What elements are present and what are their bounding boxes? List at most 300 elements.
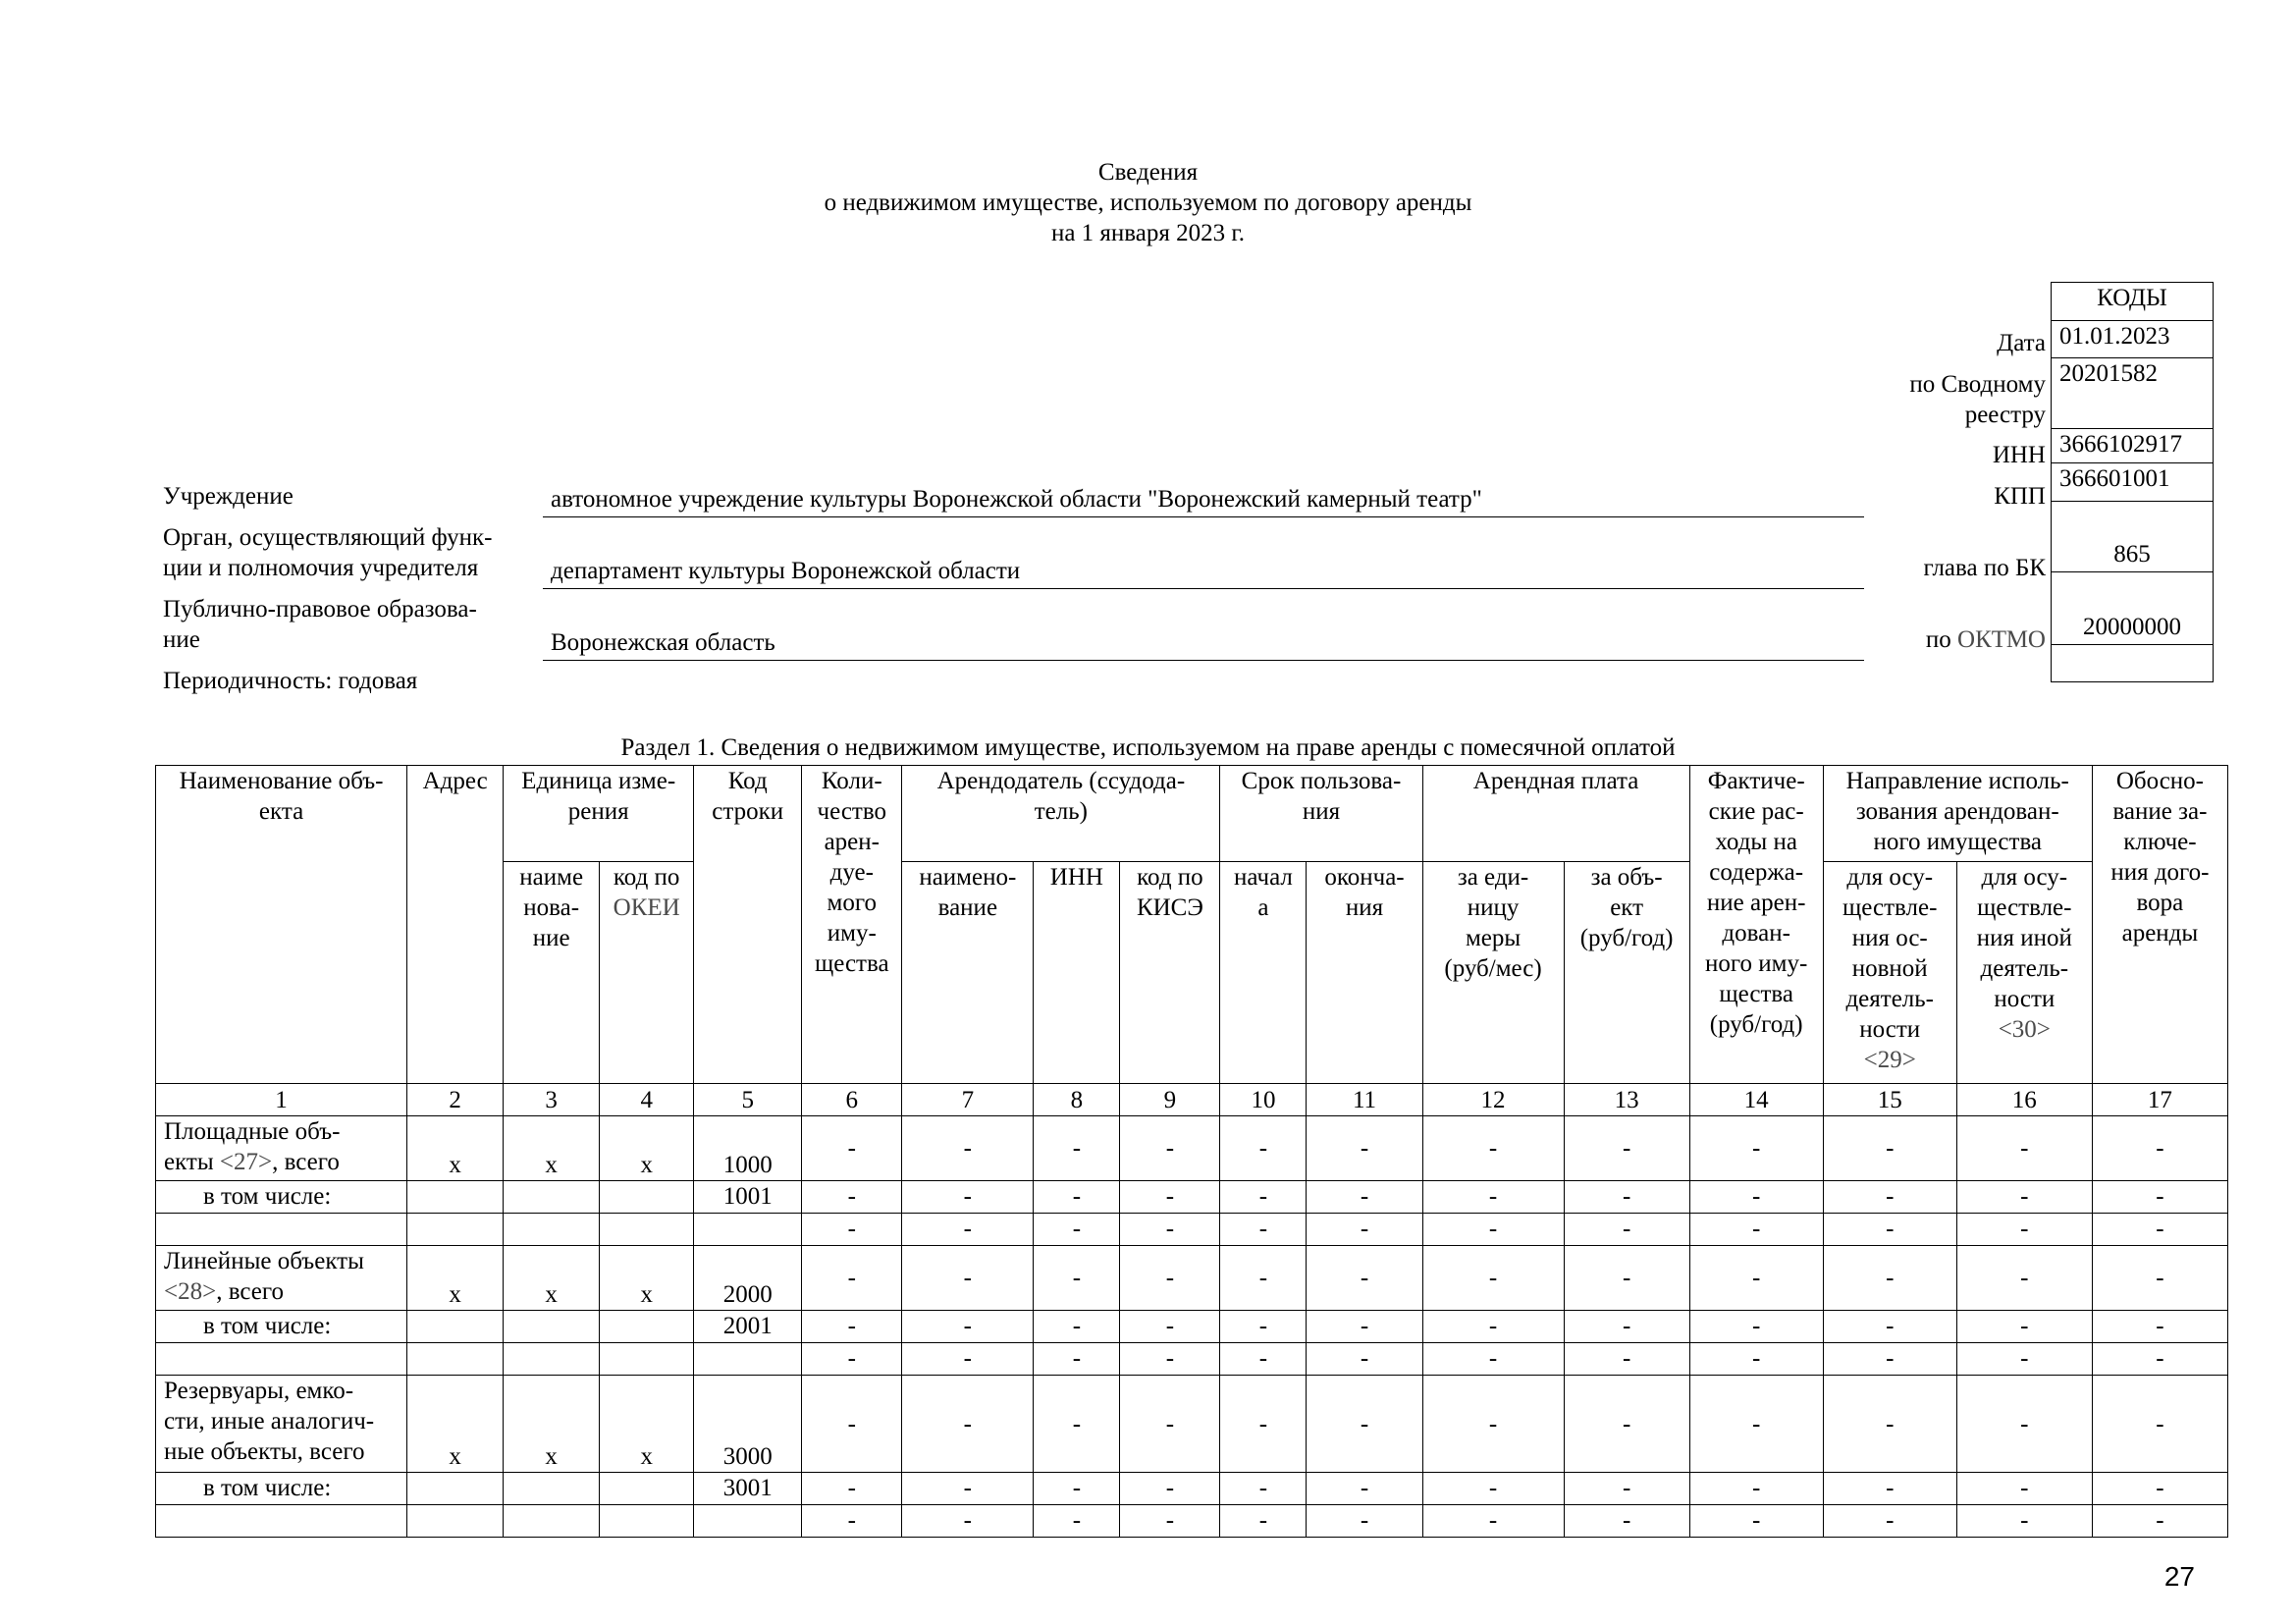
column-number: 3: [504, 1084, 600, 1116]
codes-table: [2051, 282, 2214, 682]
cell-dash: -: [902, 1311, 1034, 1343]
row-name-part: , всего: [216, 1278, 284, 1305]
cell-dash: -: [1823, 1343, 1956, 1376]
subheader-line: нова-: [523, 894, 580, 921]
institution-field: [543, 481, 1864, 517]
cell-empty: [407, 1473, 504, 1505]
cell-empty: [504, 1181, 600, 1214]
founder-label-1: Орган, осуществляющий функ-: [163, 524, 493, 551]
cell-dash: -: [1220, 1246, 1307, 1311]
founder-value: департамент культуры Воронежской области: [551, 558, 1021, 584]
cell-dash: -: [1823, 1473, 1956, 1505]
subheader-line: вание: [937, 894, 998, 921]
subheader-line: (руб/мес): [1444, 955, 1542, 982]
cell-empty: [504, 1214, 600, 1246]
col-basis-header: [2092, 766, 2227, 1084]
row-name: [156, 1246, 407, 1311]
title-line-1: Сведения: [1097, 159, 1199, 186]
cell-empty: [600, 1214, 694, 1246]
subheader-line: ект: [1610, 894, 1644, 921]
cell-dash: -: [802, 1505, 902, 1538]
date-label: Дата: [1997, 330, 2046, 356]
cell-dash: -: [1034, 1376, 1120, 1473]
row-name-line: Линейные объекты: [164, 1248, 364, 1274]
col-quantity-line: арен-: [824, 829, 880, 855]
cell-dash: -: [1034, 1505, 1120, 1538]
cell-dash: -: [2092, 1473, 2227, 1505]
cell-dash: -: [1689, 1376, 1823, 1473]
founder-label-2: ции и полномочия учредителя: [163, 555, 479, 581]
cell-dash: -: [1220, 1181, 1307, 1214]
column-number: 6: [802, 1084, 902, 1116]
subheader-line: новной: [1851, 955, 1928, 982]
kpp-label: КПП: [1994, 483, 2046, 510]
row-name: в том числе:: [156, 1181, 407, 1214]
cell-dash: -: [1422, 1343, 1564, 1376]
row-name-line: ные объекты, всего: [164, 1438, 365, 1465]
cell-dash: -: [1956, 1505, 2092, 1538]
cell-dash: -: [1120, 1214, 1220, 1246]
cell-dash: -: [1823, 1214, 1956, 1246]
subheader-line: код по: [1137, 864, 1203, 891]
cell-code: 1001: [694, 1181, 802, 1214]
cell-empty: [156, 1343, 407, 1376]
page-number: 27: [2163, 1561, 2195, 1592]
cell-dash: -: [2092, 1311, 2227, 1343]
col-expenses-line: Фактиче-: [1707, 768, 1805, 794]
col-basis-line: аренды: [2121, 920, 2199, 947]
cell-empty: [600, 1473, 694, 1505]
column-number: 11: [1307, 1084, 1422, 1116]
cell-dash: -: [1956, 1181, 2092, 1214]
cell-dash: -: [1220, 1343, 1307, 1376]
cell-dash: -: [2092, 1181, 2227, 1214]
col-quantity-line: щества: [814, 950, 889, 977]
col-expenses-line: ние арен-: [1706, 890, 1806, 916]
cell-dash: -: [1120, 1505, 1220, 1538]
registry-label-1: по Сводному: [1909, 371, 2046, 398]
col-expenses-header: [1689, 766, 1823, 1084]
cell-dash: -: [1220, 1116, 1307, 1181]
header-row-1: [156, 766, 2228, 862]
cell-dash: -: [1307, 1311, 1422, 1343]
cell-dash: -: [802, 1311, 902, 1343]
col-rent-unit-header: [1422, 862, 1564, 1084]
subheader-line: ние: [532, 925, 570, 951]
cell-dash: -: [1120, 1116, 1220, 1181]
cell-dash: -: [1564, 1246, 1689, 1311]
cell-dash: -: [1689, 1505, 1823, 1538]
cell-dash: -: [1034, 1214, 1120, 1246]
subheader-line: <29>: [1863, 1047, 1916, 1073]
cell-dash: -: [1564, 1116, 1689, 1181]
cell-empty: [694, 1214, 802, 1246]
row-name-ref: <27>: [219, 1149, 273, 1175]
table-row: [156, 1343, 2228, 1376]
institution-label: Учреждение: [163, 483, 294, 510]
cell-dash: -: [1422, 1214, 1564, 1246]
row-name-line: Площадные объ-: [164, 1118, 341, 1145]
cell-empty: [407, 1214, 504, 1246]
cell-dash: -: [1034, 1311, 1120, 1343]
cell-dash: -: [2092, 1246, 2227, 1311]
col-other-activity-header: [1956, 862, 2092, 1084]
cell-dash: -: [1689, 1181, 1823, 1214]
col-expenses-line: дован-: [1722, 920, 1790, 947]
kpp-value: 366601001: [2052, 463, 2214, 502]
column-number: 5: [694, 1084, 802, 1116]
cell-dash: -: [802, 1181, 902, 1214]
cell-dash: -: [1564, 1376, 1689, 1473]
cell-dash: -: [1689, 1116, 1823, 1181]
empty-code-cell: [2052, 645, 2214, 682]
section-title: Раздел 1. Сведения о недвижимом имуществе, используемом на праве аренды с помесячной оплатой: [620, 734, 1676, 761]
subheader-line: за объ-: [1590, 864, 1663, 891]
column-number: 15: [1823, 1084, 1956, 1116]
cell-dash: -: [1220, 1376, 1307, 1473]
cell-empty: [504, 1343, 600, 1376]
col-basis-line: вора: [2136, 890, 2184, 916]
cell-x: х: [407, 1376, 504, 1473]
founder-field: [543, 553, 1864, 589]
cell-dash: -: [1956, 1343, 2092, 1376]
subheader-line: а: [1257, 894, 1269, 921]
cell-empty: [600, 1343, 694, 1376]
table-row: [156, 1311, 2228, 1343]
inn-value: 3666102917: [2052, 429, 2214, 463]
cell-x: х: [407, 1116, 504, 1181]
registry-label-2: реестру: [1964, 402, 2046, 428]
col-start-header: [1220, 862, 1307, 1084]
cell-code: 3000: [694, 1376, 802, 1473]
cell-dash: -: [2092, 1343, 2227, 1376]
col-unit-name-header: [504, 862, 600, 1084]
cell-dash: -: [1956, 1376, 2092, 1473]
col-term-line: Срок пользова-: [1241, 768, 1402, 794]
cell-code: 2000: [694, 1246, 802, 1311]
column-number: 13: [1564, 1084, 1689, 1116]
cell-dash: -: [1307, 1116, 1422, 1181]
main-table: [155, 765, 2228, 1538]
subheader-line: ности: [1859, 1016, 1921, 1043]
cell-empty: [504, 1311, 600, 1343]
bk-label: глава по БК: [1923, 555, 2046, 581]
subheader-line: (руб/год): [1579, 925, 1674, 951]
col-end-header: [1307, 862, 1422, 1084]
cell-x: х: [504, 1246, 600, 1311]
cell-dash: -: [1120, 1376, 1220, 1473]
cell-dash: -: [1422, 1311, 1564, 1343]
cell-dash: -: [1956, 1116, 2092, 1181]
cell-dash: -: [1689, 1311, 1823, 1343]
col-okei-header: [600, 862, 694, 1084]
cell-dash: -: [1120, 1181, 1220, 1214]
col-expenses-line: ходы на: [1715, 829, 1797, 855]
cell-dash: -: [902, 1376, 1034, 1473]
col-expenses-line: щества: [1719, 981, 1793, 1007]
col-lessor-line: тель): [1034, 798, 1088, 825]
col-basis-line: Обосно-: [2115, 768, 2205, 794]
cell-dash: -: [1120, 1473, 1220, 1505]
col-usage-line: Направление исполь-: [1845, 768, 2069, 794]
subheader-line: <30>: [1998, 1016, 2051, 1043]
cell-dash: -: [802, 1343, 902, 1376]
cell-dash: -: [1307, 1376, 1422, 1473]
cell-dash: -: [902, 1116, 1034, 1181]
table-row: [156, 1116, 2228, 1181]
cell-dash: -: [1034, 1181, 1120, 1214]
cell-dash: -: [1120, 1311, 1220, 1343]
cell-code: 2001: [694, 1311, 802, 1343]
oktmo-value: 20000000: [2052, 572, 2214, 645]
periodicity-label: Периодичность: годовая: [163, 668, 418, 694]
table-row: [156, 1473, 2228, 1505]
row-name-line: сти, иные аналогич-: [164, 1408, 375, 1435]
col-name-header-line: екта: [258, 798, 304, 825]
subheader-line: наимено-: [919, 864, 1017, 891]
date-value: 01.01.2023: [2052, 321, 2214, 358]
cell-dash: -: [1564, 1214, 1689, 1246]
cell-dash: -: [1564, 1505, 1689, 1538]
oktmo-label: [1926, 624, 2046, 655]
cell-empty: [407, 1505, 504, 1538]
column-number: 7: [902, 1084, 1034, 1116]
cell-empty: [504, 1505, 600, 1538]
cell-dash: -: [1034, 1116, 1120, 1181]
row-name: [156, 1376, 407, 1473]
cell-dash: -: [1422, 1181, 1564, 1214]
col-usage-line: зования арендован-: [1855, 798, 2059, 825]
subheader-line: ния ос-: [1851, 925, 1928, 951]
col-name-header: [156, 766, 407, 1084]
subheader-line: за еди-: [1457, 864, 1529, 891]
cell-dash: -: [802, 1116, 902, 1181]
cell-dash: -: [1422, 1473, 1564, 1505]
subheader-line: ности: [1994, 986, 2056, 1012]
cell-dash: -: [1956, 1246, 2092, 1311]
cell-dash: -: [1956, 1311, 2092, 1343]
col-quantity-line: мого: [827, 890, 877, 916]
cell-dash: -: [2092, 1116, 2227, 1181]
public-label-1: Публично-правовое образова-: [163, 596, 477, 623]
cell-empty: [407, 1343, 504, 1376]
cell-dash: -: [902, 1214, 1034, 1246]
cell-dash: -: [1689, 1343, 1823, 1376]
cell-dash: -: [1422, 1246, 1564, 1311]
cell-empty: [694, 1505, 802, 1538]
col-quantity-line: Коли-: [821, 768, 882, 794]
column-number: 14: [1689, 1084, 1823, 1116]
col-rent-header: Арендная плата: [1422, 766, 1689, 862]
cell-empty: [694, 1343, 802, 1376]
cell-dash: -: [902, 1246, 1034, 1311]
public-label-2: ние: [163, 626, 200, 653]
cell-dash: -: [1689, 1214, 1823, 1246]
col-quantity-line: чество: [817, 798, 886, 825]
cell-dash: -: [1220, 1311, 1307, 1343]
cell-dash: -: [1823, 1376, 1956, 1473]
row-name-ref: <28>: [164, 1278, 217, 1305]
subheader-line: ОКЕИ: [613, 894, 680, 921]
col-quantity-line: иму-: [827, 920, 877, 947]
table-row: [156, 1246, 2228, 1311]
column-number: 9: [1120, 1084, 1220, 1116]
cell-code: 3001: [694, 1473, 802, 1505]
subheader-line: начал: [1234, 864, 1293, 891]
col-expenses-line: ного иму-: [1705, 950, 1808, 977]
public-field: [543, 624, 1864, 661]
column-number: 16: [1956, 1084, 2092, 1116]
cell-dash: -: [1823, 1505, 1956, 1538]
oktmo-label-code: ОКТМО: [1957, 626, 2046, 653]
col-term-line: ния: [1302, 798, 1341, 825]
cell-empty: [600, 1181, 694, 1214]
table-row: [156, 1214, 2228, 1246]
public-value: Воронежская область: [551, 629, 775, 656]
row-name-part: екты: [164, 1149, 220, 1175]
cell-code: 1000: [694, 1116, 802, 1181]
codes-header: КОДЫ: [2052, 283, 2214, 321]
cell-empty: [156, 1505, 407, 1538]
column-number: 2: [407, 1084, 504, 1116]
subheader-line: ществле-: [1842, 894, 1938, 921]
col-quantity-line: дуе-: [829, 859, 874, 886]
subheader-line: для осу-: [1981, 864, 2068, 891]
cell-dash: -: [1034, 1246, 1120, 1311]
subheader-line: ницу: [1467, 894, 1520, 921]
col-basis-line: ключе-: [2123, 829, 2197, 855]
cell-dash: -: [1220, 1505, 1307, 1538]
column-number: 17: [2092, 1084, 2227, 1116]
cell-dash: -: [802, 1473, 902, 1505]
column-number: 10: [1220, 1084, 1307, 1116]
oktmo-label-prefix: по: [1925, 626, 1958, 653]
subheader-line: оконча-: [1324, 864, 1405, 891]
column-number: 4: [600, 1084, 694, 1116]
cell-dash: -: [1689, 1246, 1823, 1311]
col-unit-header: [504, 766, 694, 862]
col-expenses-line: содержа-: [1709, 859, 1804, 886]
col-expenses-line: (руб/год): [1709, 1011, 1803, 1038]
cell-dash: -: [1120, 1246, 1220, 1311]
document-title: [0, 157, 2296, 248]
col-usage-line: ного имущества: [1873, 829, 2043, 855]
cell-dash: -: [1422, 1505, 1564, 1538]
cell-empty: [407, 1311, 504, 1343]
col-expenses-line: ские рас-: [1708, 798, 1804, 825]
cell-dash: -: [1422, 1116, 1564, 1181]
subheader-line: для осу-: [1846, 864, 1934, 891]
cell-dash: -: [902, 1343, 1034, 1376]
subheader-line: наиме: [519, 864, 584, 891]
subheader-line: ществле-: [1977, 894, 2072, 921]
title-line-2: о недвижимом имуществе, используемом по договору аренды: [824, 189, 1472, 216]
col-quantity-header: [802, 766, 902, 1084]
cell-x: х: [600, 1116, 694, 1181]
col-usage-header: [1823, 766, 2092, 862]
col-main-activity-header: [1823, 862, 1956, 1084]
row-name: в том числе:: [156, 1473, 407, 1505]
cell-dash: -: [2092, 1505, 2227, 1538]
col-code-header: [694, 766, 802, 1084]
cell-dash: -: [1422, 1376, 1564, 1473]
col-lessor-inn-header: ИНН: [1034, 862, 1120, 1084]
subheader-line: ния: [1345, 894, 1384, 921]
subheader-line: меры: [1465, 925, 1522, 951]
table-row: [156, 1376, 2228, 1473]
bk-value: 865: [2052, 502, 2214, 572]
col-lessor-name-header: [902, 862, 1034, 1084]
cell-empty: [504, 1473, 600, 1505]
cell-dash: -: [902, 1505, 1034, 1538]
col-code-header-line: строки: [712, 798, 784, 825]
cell-dash: -: [1823, 1116, 1956, 1181]
row-name-part: , всего: [272, 1149, 340, 1175]
table-row: [156, 1181, 2228, 1214]
cell-dash: -: [902, 1473, 1034, 1505]
column-number: 12: [1422, 1084, 1564, 1116]
title-line-3: на 1 января 2023 г.: [1050, 220, 1246, 246]
subheader-line: код по: [613, 864, 680, 891]
cell-empty: [156, 1214, 407, 1246]
cell-empty: [600, 1505, 694, 1538]
col-term-header: [1220, 766, 1422, 862]
cell-dash: -: [802, 1214, 902, 1246]
column-number: 8: [1034, 1084, 1120, 1116]
cell-dash: -: [1564, 1473, 1689, 1505]
row-name-line: [164, 1276, 402, 1307]
cell-x: х: [504, 1376, 600, 1473]
col-address-header: Адрес: [407, 766, 504, 1084]
cell-x: х: [600, 1246, 694, 1311]
col-code-header-line: Код: [727, 768, 768, 794]
cell-dash: -: [1564, 1181, 1689, 1214]
cell-dash: -: [1307, 1473, 1422, 1505]
subheader-line: деятель-: [1980, 955, 2069, 982]
row-name-line: Резервуары, емко-: [164, 1378, 354, 1404]
cell-dash: -: [1956, 1214, 2092, 1246]
col-basis-line: ния дого-: [2110, 859, 2210, 886]
table-row: [156, 1505, 2228, 1538]
column-numbers-row: [156, 1084, 2228, 1116]
cell-dash: -: [1220, 1214, 1307, 1246]
cell-dash: -: [1564, 1343, 1689, 1376]
registry-value: 20201582: [2052, 358, 2214, 429]
cell-dash: -: [1307, 1343, 1422, 1376]
col-unit-header-line: Единица изме-: [521, 768, 676, 794]
cell-dash: -: [1034, 1473, 1120, 1505]
inn-label: ИНН: [1992, 442, 2046, 468]
cell-dash: -: [1307, 1505, 1422, 1538]
cell-x: х: [407, 1246, 504, 1311]
cell-dash: -: [1823, 1246, 1956, 1311]
column-number: 1: [156, 1084, 407, 1116]
cell-empty: [407, 1181, 504, 1214]
subheader-line: КИСЭ: [1136, 894, 1203, 921]
row-name-line: [164, 1147, 402, 1177]
cell-x: х: [600, 1376, 694, 1473]
cell-dash: -: [2092, 1376, 2227, 1473]
row-name: [156, 1116, 407, 1181]
cell-dash: -: [1956, 1473, 2092, 1505]
institution-value: автономное учреждение культуры Воронежской области "Воронежский камерный театр": [551, 486, 1482, 513]
row-name: в том числе:: [156, 1311, 407, 1343]
cell-dash: -: [2092, 1214, 2227, 1246]
cell-dash: -: [1307, 1246, 1422, 1311]
cell-dash: -: [1034, 1343, 1120, 1376]
col-lessor-line: Арендодатель (ссудода-: [936, 768, 1186, 794]
subheader-line: деятель-: [1845, 986, 1934, 1012]
